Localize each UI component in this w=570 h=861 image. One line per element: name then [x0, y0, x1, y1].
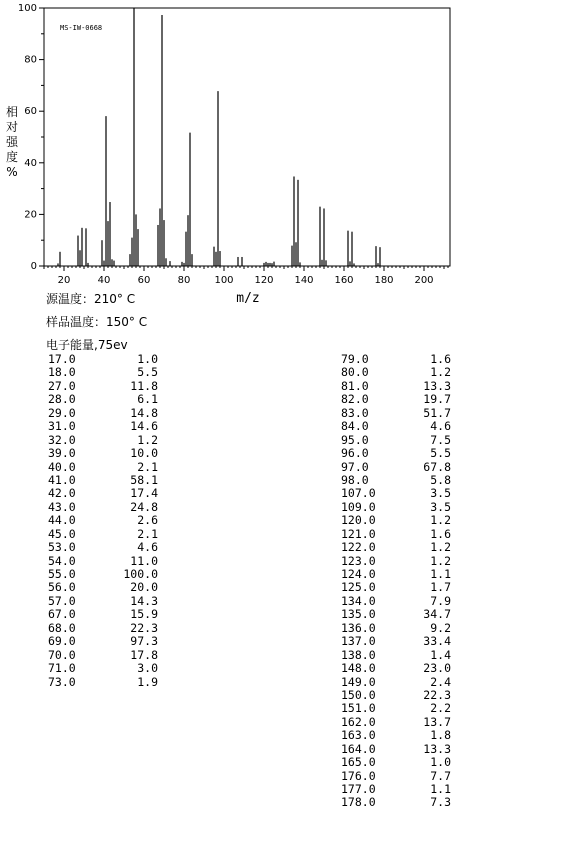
peak-abundance: 5.5	[137, 365, 158, 380]
y-tick-label: 60	[24, 106, 37, 118]
plot-frame	[44, 8, 450, 266]
y-axis-label	[6, 104, 19, 179]
peak-abundance: 6.1	[137, 392, 158, 407]
peak-abundance: 1.1	[430, 567, 451, 581]
peak-row	[341, 662, 451, 675]
peak-mz: 165.0	[341, 755, 376, 770]
peak-abundance: 10.0	[130, 446, 158, 461]
peak-row	[48, 407, 158, 420]
peak-mz: 73.0	[48, 674, 76, 689]
peak-abundance: 7.7	[430, 768, 451, 783]
peak-abundance: 100.0	[123, 567, 158, 581]
peak-row	[48, 461, 158, 474]
peak-abundance: 23.0	[423, 661, 451, 676]
x-tick-label: 120	[254, 275, 274, 286]
peak-mz: 135.0	[341, 607, 376, 622]
peak-row	[48, 380, 158, 393]
peak-row	[48, 568, 158, 581]
peak-row	[341, 380, 451, 393]
peak-abundance: 11.8	[130, 378, 158, 393]
peak-mz: 151.0	[341, 701, 376, 716]
x-tick-label: 100	[214, 275, 234, 286]
peak-mz: 97.0	[341, 459, 369, 474]
peak-abundance: 1.2	[430, 513, 451, 528]
x-tick-label: 60	[137, 275, 151, 286]
peak-abundance: 4.6	[137, 540, 158, 555]
peak-row	[341, 447, 451, 460]
peak-abundance: 2.1	[137, 459, 158, 474]
peak-row	[341, 541, 451, 554]
peak-row	[48, 581, 158, 594]
peak-abundance: 3.5	[430, 499, 451, 514]
peak-mz: 150.0	[341, 687, 376, 702]
peak-abundance: 4.6	[430, 419, 451, 434]
peak-abundance: 1.9	[137, 674, 158, 689]
peak-row	[341, 635, 451, 648]
peak-table-right	[341, 353, 451, 810]
source-temperature: 源温度：210° C	[46, 292, 136, 306]
peak-mz: 125.0	[341, 580, 376, 595]
peak-abundance: 7.9	[430, 593, 451, 608]
peak-row	[341, 689, 451, 702]
peak-row	[341, 514, 451, 527]
mass-spectrum-chart	[0, 0, 570, 310]
peak-mz: 148.0	[341, 661, 376, 676]
peak-mz: 122.0	[341, 540, 376, 555]
peak-mz: 80.0	[341, 365, 369, 380]
peak-mz: 40.0	[48, 459, 76, 474]
peak-mz: 163.0	[341, 728, 376, 743]
x-tick-label: 180	[374, 275, 394, 286]
peak-abundance: 20.0	[130, 580, 158, 595]
peak-mz: 27.0	[48, 378, 76, 393]
sample-temperature: 样品温度：150° C	[46, 315, 148, 329]
peak-abundance: 1.2	[430, 553, 451, 568]
peak-mz: 43.0	[48, 499, 76, 514]
peak-mz: 68.0	[48, 620, 76, 635]
peak-abundance: 67.8	[423, 459, 451, 474]
peak-row	[341, 474, 451, 487]
peak-mz: 81.0	[341, 378, 369, 393]
peak-row	[341, 434, 451, 447]
peak-row	[48, 662, 158, 675]
peak-row	[48, 622, 158, 635]
peak-row	[341, 756, 451, 769]
peak-abundance: 22.3	[423, 687, 451, 702]
peak-row	[341, 608, 451, 621]
peak-mz: 162.0	[341, 714, 376, 729]
peak-mz: 70.0	[48, 647, 76, 662]
peak-row	[48, 608, 158, 621]
peak-row	[48, 649, 158, 662]
peak-abundance: 1.6	[430, 526, 451, 541]
electron-energy: 电子能量,75ev	[46, 338, 128, 352]
peak-mz: 28.0	[48, 392, 76, 407]
peak-mz: 29.0	[48, 405, 76, 420]
peak-abundance: 1.8	[430, 728, 451, 743]
peak-abundance: 3.5	[430, 486, 451, 501]
peak-row	[341, 420, 451, 433]
x-tick-label: 200	[414, 275, 434, 286]
peak-row	[48, 595, 158, 608]
peak-abundance: 1.4	[430, 647, 451, 662]
peak-mz: 31.0	[48, 419, 76, 434]
peak-mz: 178.0	[341, 795, 376, 810]
peak-table-left	[48, 353, 158, 689]
peak-abundance: 13.3	[423, 741, 451, 756]
peak-mz: 44.0	[48, 513, 76, 528]
peak-row	[48, 420, 158, 433]
peak-bars	[58, 8, 380, 266]
peak-abundance: 1.7	[430, 580, 451, 595]
peak-row	[341, 743, 451, 756]
peak-row	[341, 716, 451, 729]
x-tick-label: 160	[334, 275, 354, 286]
peak-row	[341, 595, 451, 608]
y-axis-label-char: 强	[5, 135, 19, 149]
peak-abundance: 3.0	[137, 661, 158, 676]
peak-mz: 79.0	[341, 352, 369, 366]
peak-mz: 56.0	[48, 580, 76, 595]
peak-mz: 120.0	[341, 513, 376, 528]
peak-mz: 136.0	[341, 620, 376, 635]
peak-mz: 83.0	[341, 405, 369, 420]
peak-abundance: 1.2	[137, 432, 158, 447]
peak-row	[341, 407, 451, 420]
peak-row	[341, 366, 451, 379]
peak-row	[48, 555, 158, 568]
peak-row	[48, 676, 158, 689]
y-tick-label: 40	[24, 157, 37, 169]
peak-mz: 32.0	[48, 432, 76, 447]
peak-abundance: 58.1	[130, 472, 158, 487]
peak-mz: 55.0	[48, 567, 76, 581]
peak-mz: 123.0	[341, 553, 376, 568]
peak-abundance: 1.0	[137, 352, 158, 366]
peak-mz: 107.0	[341, 486, 376, 501]
peak-mz: 137.0	[341, 634, 376, 649]
peak-abundance: 2.2	[430, 701, 451, 716]
peak-row	[48, 366, 158, 379]
peak-abundance: 51.7	[423, 405, 451, 420]
peak-abundance: 13.3	[423, 378, 451, 393]
peak-row	[48, 514, 158, 527]
peak-row	[341, 501, 451, 514]
peak-mz: 69.0	[48, 634, 76, 649]
peak-mz: 67.0	[48, 607, 76, 622]
peak-abundance: 24.8	[130, 499, 158, 514]
peak-mz: 121.0	[341, 526, 376, 541]
peak-abundance: 2.4	[430, 674, 451, 689]
peak-abundance: 5.8	[430, 472, 451, 487]
peak-mz: 176.0	[341, 768, 376, 783]
peak-abundance: 17.4	[130, 486, 158, 501]
sample-id-label: MS-IW-0668	[60, 24, 103, 32]
peak-mz: 17.0	[48, 352, 76, 366]
peak-mz: 53.0	[48, 540, 76, 555]
peak-row	[341, 796, 451, 809]
peak-row	[48, 474, 158, 487]
peak-mz: 71.0	[48, 661, 76, 676]
x-axis-label: m/z	[236, 291, 260, 306]
peak-mz: 82.0	[341, 392, 369, 407]
peak-row	[341, 622, 451, 635]
peak-abundance: 15.9	[130, 607, 158, 622]
peak-row	[48, 528, 158, 541]
peak-row	[48, 447, 158, 460]
peak-row	[341, 393, 451, 406]
peak-mz: 41.0	[48, 472, 76, 487]
peak-row	[341, 581, 451, 594]
peak-mz: 18.0	[48, 365, 76, 380]
peak-row	[341, 702, 451, 715]
peak-row	[341, 783, 451, 796]
peak-mz: 96.0	[341, 446, 369, 461]
peak-row	[48, 541, 158, 554]
peak-abundance: 9.2	[430, 620, 451, 635]
peak-row	[341, 555, 451, 568]
peak-abundance: 22.3	[130, 620, 158, 635]
peak-row	[48, 353, 158, 366]
peak-row	[341, 770, 451, 783]
peak-abundance: 1.1	[430, 782, 451, 796]
peak-mz: 149.0	[341, 674, 376, 689]
y-tick-label: 0	[30, 261, 37, 272]
peak-mz: 98.0	[341, 472, 369, 487]
peak-abundance: 33.4	[423, 634, 451, 649]
y-tick-label: 100	[17, 3, 37, 14]
peak-abundance: 11.0	[130, 553, 158, 568]
peak-mz: 57.0	[48, 593, 76, 608]
peak-row	[341, 353, 451, 366]
peak-mz: 134.0	[341, 593, 376, 608]
peak-row	[48, 434, 158, 447]
peak-row	[48, 487, 158, 500]
peak-mz: 164.0	[341, 741, 376, 756]
peak-mz: 177.0	[341, 782, 376, 796]
peak-abundance: 1.6	[430, 352, 451, 366]
peak-mz: 109.0	[341, 499, 376, 514]
peak-mz: 138.0	[341, 647, 376, 662]
peak-row	[341, 568, 451, 581]
peak-abundance: 34.7	[423, 607, 451, 622]
y-axis-label-char: 相	[5, 105, 19, 119]
peak-abundance: 17.8	[130, 647, 158, 662]
x-tick-label: 40	[97, 275, 111, 286]
peak-row	[341, 676, 451, 689]
y-tick-label: 80	[24, 54, 37, 66]
peak-row	[341, 528, 451, 541]
x-tick-label: 20	[57, 275, 71, 286]
peak-abundance: 7.3	[430, 795, 451, 810]
peak-abundance: 14.6	[130, 419, 158, 434]
peak-row	[48, 635, 158, 648]
peak-mz: 45.0	[48, 526, 76, 541]
peak-mz: 54.0	[48, 553, 76, 568]
peak-abundance: 1.2	[430, 365, 451, 380]
y-axis-label-char: 度	[5, 150, 19, 164]
peak-abundance: 1.2	[430, 540, 451, 555]
x-tick-label: 140	[294, 275, 314, 286]
peak-abundance: 1.0	[430, 755, 451, 770]
peak-row	[48, 393, 158, 406]
peak-abundance: 19.7	[423, 392, 451, 407]
peak-mz: 84.0	[341, 419, 369, 434]
peak-abundance: 14.8	[130, 405, 158, 420]
peak-row	[341, 487, 451, 500]
peak-row	[341, 729, 451, 742]
peak-abundance: 5.5	[430, 446, 451, 461]
peak-mz: 42.0	[48, 486, 76, 501]
x-tick-label: 80	[177, 275, 191, 286]
peak-abundance: 97.3	[130, 634, 158, 649]
peak-row	[48, 501, 158, 514]
peak-mz: 124.0	[341, 567, 376, 581]
y-axis-label-char: 对	[5, 120, 19, 134]
peak-abundance: 2.6	[137, 513, 158, 528]
y-tick-label: 20	[24, 209, 37, 221]
peak-mz: 95.0	[341, 432, 369, 447]
peak-mz: 39.0	[48, 446, 76, 461]
peak-abundance: 7.5	[430, 432, 451, 447]
peak-row	[341, 649, 451, 662]
peak-abundance: 13.7	[423, 714, 451, 729]
peak-abundance: 2.1	[137, 526, 158, 541]
y-axis-label-char: %	[6, 165, 18, 179]
peak-abundance: 14.3	[130, 593, 158, 608]
peak-row	[341, 461, 451, 474]
